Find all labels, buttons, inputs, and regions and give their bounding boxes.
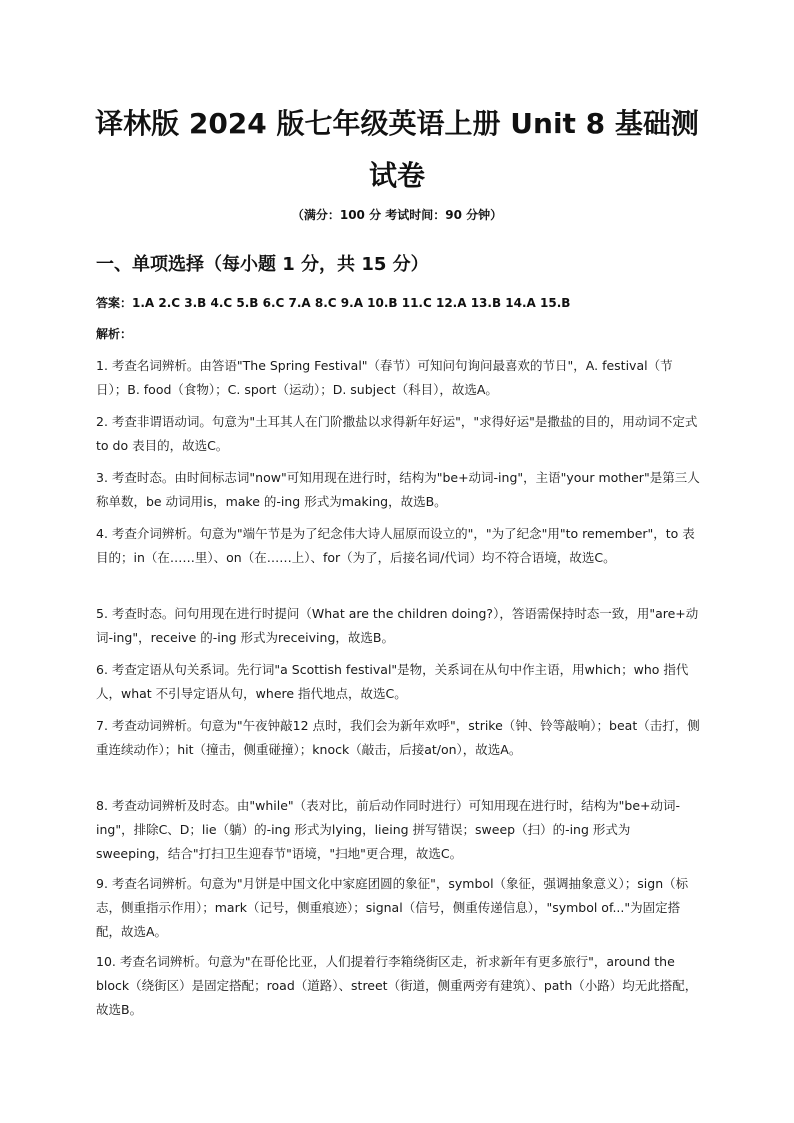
answer-key: 答案：1.A 2.C 3.B 4.C 5.B 6.C 7.A 8.C 9.A 10.B 11.C 12.A 13.B 14.A 15.B (96, 296, 571, 310)
analysis-item-6: 6. 考查定语从句关系词。先行词"a Scottish festival"是物，关系词在从句中作主语，用which；who 指代人，what 不引导定语从句，where 指代地点，故选C。 (96, 662, 689, 701)
analysis-item-5: 5. 考查时态。问句用现在进行时提问（What are the children doing?），答语需保持时态一致，用"are+动词-ing"，receive 的-ing 形式为receiving，故选B。 (96, 606, 699, 645)
analysis-item-2: 2. 考查非谓语动词。句意为"土耳其人在门阶撒盐以求得新年好运"，"求得好运"是撒盐的目的，用动词不定式to do 表目的，故选C。 (96, 414, 698, 453)
exam-info: （满分：100 分 考试时间：90 分钟） (291, 208, 503, 222)
analysis-item-7: 7. 考查动词辨析。句意为"午夜钟敲12 点时，我们会为新年欢呼"，strike（钟、铃等敲响）；beat（击打，侧重连续动作）；hit（撞击，侧重碰撞）；knock（敲击，后接at/on），故选A。 (96, 718, 700, 757)
analysis-item-3: 3. 考查时态。由时间标志词"now"可知用现在进行时，结构为"be+动词-ing"，主语"your mother"是第三人称单数，be 动词用is，make 的-ing 形式为making，故选B。 (96, 470, 700, 509)
analysis-item-9: 9. 考查名词辨析。句意为"月饼是中国文化中家庭团圆的象征"，symbol（象征，强调抽象意义）；sign（标志，侧重指示作用）；mark（记号，侧重痕迹）；signal（信号，侧重传递信息），"symbol of..."为固定搭配，故选A。 (96, 876, 689, 939)
section-heading: 一、单项选择（每小题 1 分，共 15 分） (96, 254, 429, 275)
analysis-item-10: 10. 考查名词辨析。句意为"在哥伦比亚，人们提着行李箱绕街区走，祈求新年有更多旅行"，around the block（绕街区）是固定搭配；road（道路）、street（街道，侧重两旁有建筑）、path（小路）均无此搭配，故选B。 (96, 954, 698, 1017)
analysis-label: 解析： (96, 327, 133, 341)
analysis-item-1: 1. 考查名词辨析。由答语"The Spring Festival"（春节）可知问句询问最喜欢的节日"，A. festival（节日）；B. food（食物）；C. sport（运动）；D. subject（科目），故选A。 (96, 358, 673, 397)
analysis-item-4: 4. 考查介词辨析。句意为"端午节是为了纪念伟大诗人屈原而设立的"，"为了纪念"用"to remember"，to 表目的；in（在……里）、on（在……上）、for（为了，后接名词/代词）均不符合语境，故选C。 (96, 526, 695, 565)
analysis-item-8: 8. 考查动词辨析及时态。由"while"（表对比，前后动作同时进行）可知用现在进行时，结构为"be+动词-ing"，排除C、D；lie（躺）的-ing 形式为lying，lieing 拼写错误；sweep（扫）的-ing 形式为sweeping，结合"打扫卫生迎春节"语境，"扫地"更合理，故选C。 (96, 798, 681, 861)
page-title: 译林版 2024 版七年级英语上册 Unit 8 基础测试卷 (95, 107, 699, 192)
